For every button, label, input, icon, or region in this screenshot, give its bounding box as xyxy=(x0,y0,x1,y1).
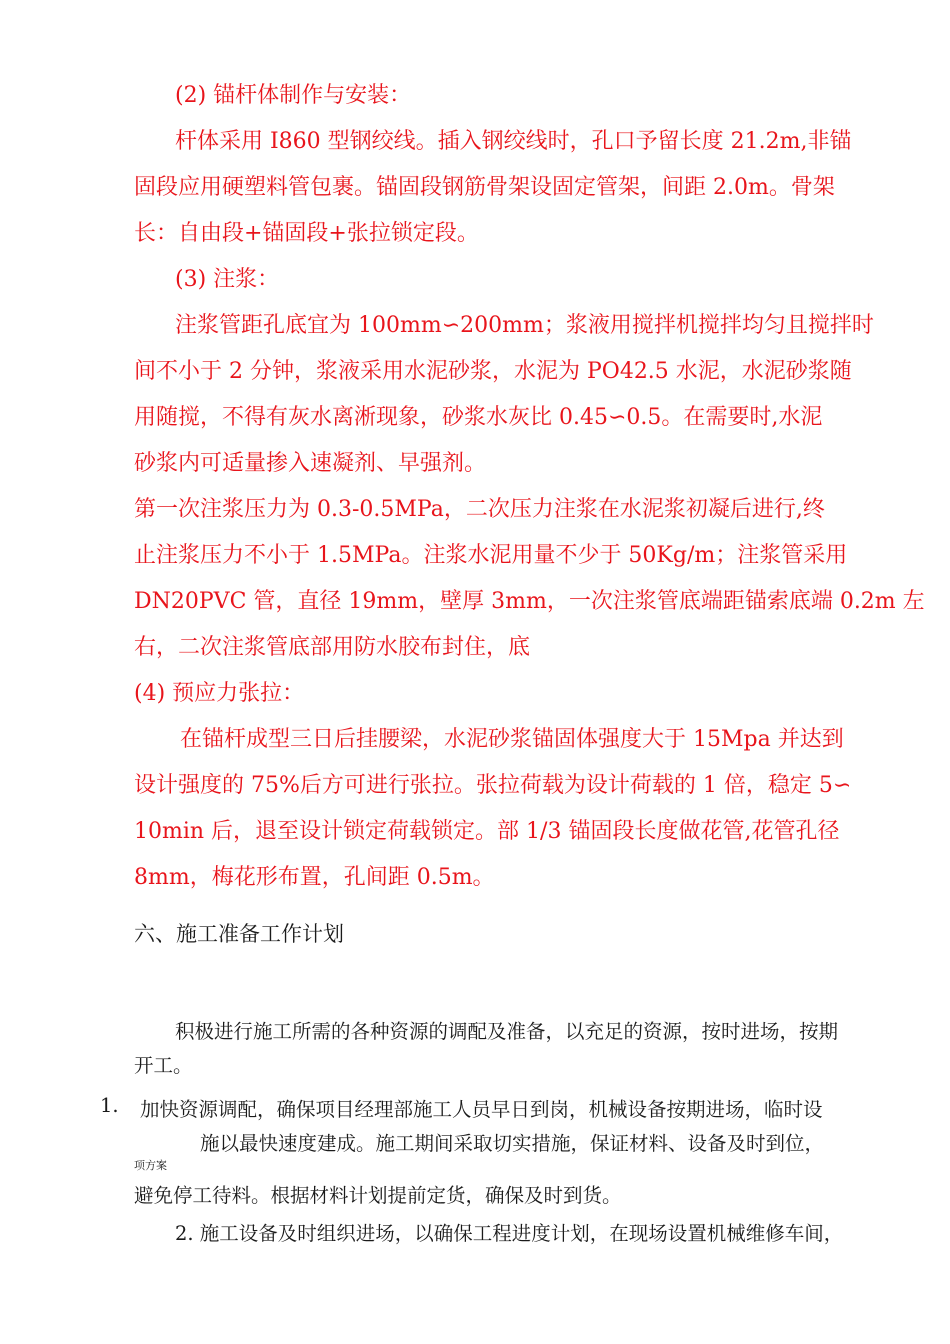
paragraph-line: 间不小于 2 分钟，浆液采用水泥砂浆，水泥为 PO42.5 水泥，水泥砂浆随 xyxy=(134,359,852,384)
subheading-grouting: (3) 注浆： xyxy=(175,267,280,292)
list-item-number: 1. xyxy=(100,1094,119,1117)
paragraph-line: 10min 后，退至设计锁定荷载锁定。部 1/3 锚固段长度做花管,花管孔径 xyxy=(134,819,840,844)
subheading-anchor-fabrication: (2) 锚杆体制作与安装： xyxy=(175,83,412,108)
paragraph-line: 右，二次注浆管底部用防水胶布封住，底 xyxy=(134,635,531,660)
paragraph-line: 开工。 xyxy=(134,1054,193,1077)
paragraph-line: 砂浆内可适量掺入速凝剂、早强剂。 xyxy=(134,451,487,476)
section-heading-six: 六、施工准备工作计划 xyxy=(134,922,344,946)
paragraph-line: 在锚杆成型三日后挂腰梁，水泥砂浆锚固体强度大于 15Mpa 并达到 xyxy=(180,727,844,752)
paragraph-line: 8mm，梅花形布置，孔间距 0.5m。 xyxy=(134,865,495,890)
list-item-line: 2. 施工设备及时组织进场，以确保工程进度计划，在现场设置机械维修车间， xyxy=(175,1222,844,1245)
list-item-line: 加快资源调配，确保项目经理部施工人员早日到岗，机械设备按期进场，临时设 xyxy=(140,1098,823,1121)
list-item-line: 避免停工待料。根据材料计划提前定货，确保及时到货。 xyxy=(134,1184,622,1207)
paragraph-line: 第一次注浆压力为 0.3-0.5MPa，二次压力注浆在水泥浆初凝后进行,终 xyxy=(134,497,825,522)
paragraph-line: 注浆管距孔底宜为 100mm∽200mm；浆液用搅拌机搅拌均匀且搅拌时 xyxy=(175,313,874,338)
paragraph-line: 长：自由段+锚固段+张拉锁定段。 xyxy=(134,221,479,246)
subheading-prestress: (4) 预应力张拉： xyxy=(134,681,305,706)
paragraph-line: 固段应用硬塑料管包裹。锚固段钢筋骨架设固定管架，间距 2.0m。骨架 xyxy=(134,175,835,200)
paragraph-line: 设计强度的 75%后方可进行张拉。张拉荷载为设计荷载的 1 倍，稳定 5∽ xyxy=(134,773,852,798)
paragraph-line: 杆体采用 I860 型钢绞线。插入钢绞线时，孔口予留长度 21.2m,非锚 xyxy=(175,129,852,154)
footer-fragment: 项方案 xyxy=(134,1159,167,1172)
list-item-line: 施以最快速度建成。施工期间采取切实措施，保证材料、设备及时到位， xyxy=(200,1132,825,1155)
paragraph-line: DN20PVC 管，直径 19mm，壁厚 3mm，一次注浆管底端距锚索底端 0.2m 左 xyxy=(134,589,925,614)
paragraph-line: 用随搅，不得有灰水离淅现象，砂浆水灰比 0.45∽0.5。在需要时,水泥 xyxy=(134,405,823,430)
paragraph-line: 积极进行施工所需的各种资源的调配及准备，以充足的资源，按时进场，按期 xyxy=(175,1020,839,1043)
paragraph-line: 止注浆压力不小于 1.5MPa。注浆水泥用量不少于 50Kg/m；注浆管采用 xyxy=(134,543,848,568)
